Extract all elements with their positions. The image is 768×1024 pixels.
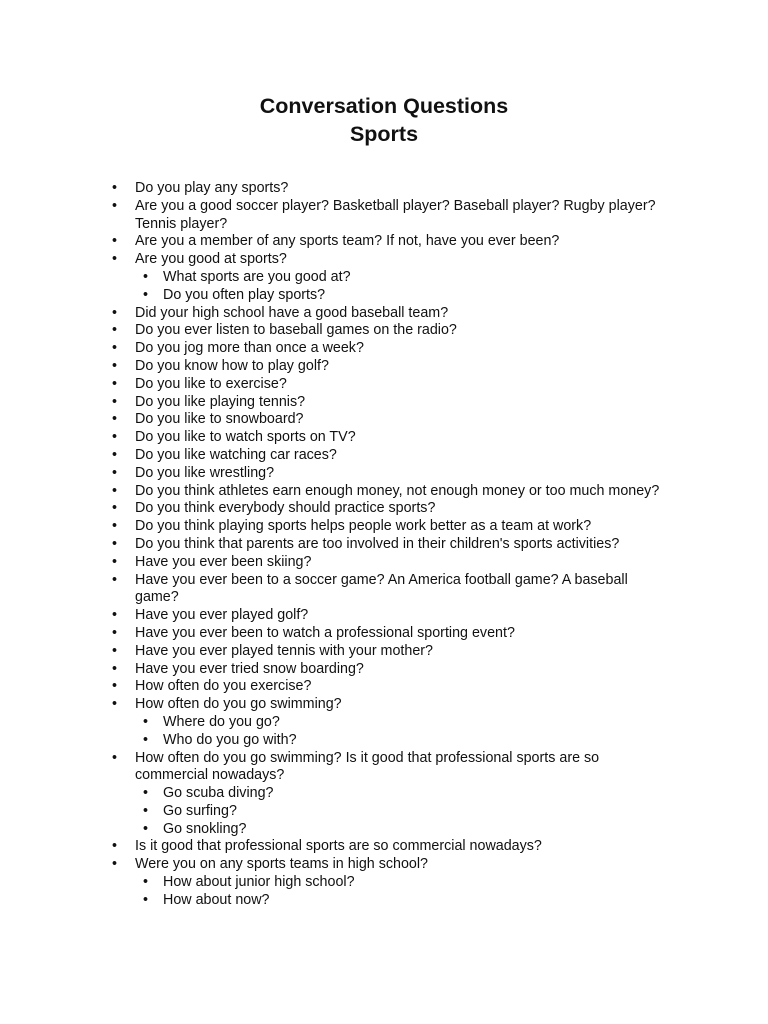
question-item: • How often do you go swimming? [0, 696, 768, 714]
question-list [0, 180, 768, 910]
question-item: • How often do you go swimming? Is it good that professional sports are so commercial nowadays? [0, 750, 768, 786]
sub-question-item: • Where do you go? [0, 714, 768, 732]
question-item: • Do you like wrestling? [0, 465, 768, 483]
question-item: • Is it good that professional sports are so commercial nowadays? [0, 838, 768, 856]
document-title: Conversation Questions [259, 94, 509, 118]
sub-question-item: • How about junior high school? [0, 874, 768, 892]
question-item: • Do you like playing tennis? [0, 394, 768, 412]
question-item: • Are you good at sports? [0, 251, 768, 269]
question-item: • Have you ever played golf? [0, 607, 768, 625]
question-item: • Did your high school have a good baseball team? [0, 305, 768, 323]
sub-question-item: • Who do you go with? [0, 732, 768, 750]
question-item: • Do you play any sports? [0, 180, 768, 198]
question-item: • Do you think playing sports helps people work better as a team at work? [0, 518, 768, 536]
question-item: • Do you jog more than once a week? [0, 340, 768, 358]
sub-question-item: • Go snokling? [0, 821, 768, 839]
question-item: • Do you like to snowboard? [0, 411, 768, 429]
question-item: • Have you ever tried snow boarding? [0, 661, 768, 679]
question-item: • Were you on any sports teams in high school? [0, 856, 768, 874]
sub-question-item: • Go surfing? [0, 803, 768, 821]
question-item: • Do you think that parents are too involved in their children's sports activities? [0, 536, 768, 554]
question-item: • Do you think everybody should practice sports? [0, 500, 768, 518]
sub-question-item: • How about now? [0, 892, 768, 910]
question-item: • Do you like to watch sports on TV? [0, 429, 768, 447]
question-item: • How often do you exercise? [0, 678, 768, 696]
question-item: • Do you like watching car races? [0, 447, 768, 465]
question-item: • Have you ever been to watch a professional sporting event? [0, 625, 768, 643]
question-item: • Have you ever been to a soccer game? An America football game? A baseball game? [0, 572, 768, 608]
sub-question-item: • Do you often play sports? [0, 287, 768, 305]
question-item: • Have you ever played tennis with your mother? [0, 643, 768, 661]
question-item: • Do you think athletes earn enough money, not enough money or too much money? [0, 483, 768, 501]
question-item: • Do you like to exercise? [0, 376, 768, 394]
question-item: • Are you a member of any sports team? If not, have you ever been? [0, 233, 768, 251]
document-subtitle: Sports [349, 122, 419, 146]
sub-question-item: • What sports are you good at? [0, 269, 768, 287]
document-title-block [0, 92, 768, 148]
question-item: • Do you ever listen to baseball games on the radio? [0, 322, 768, 340]
question-item: • Do you know how to play golf? [0, 358, 768, 376]
question-item: • Are you a good soccer player? Basketball player? Baseball player? Rugby player? Tennis player? [0, 198, 768, 234]
question-item: • Have you ever been skiing? [0, 554, 768, 572]
sub-question-item: • Go scuba diving? [0, 785, 768, 803]
